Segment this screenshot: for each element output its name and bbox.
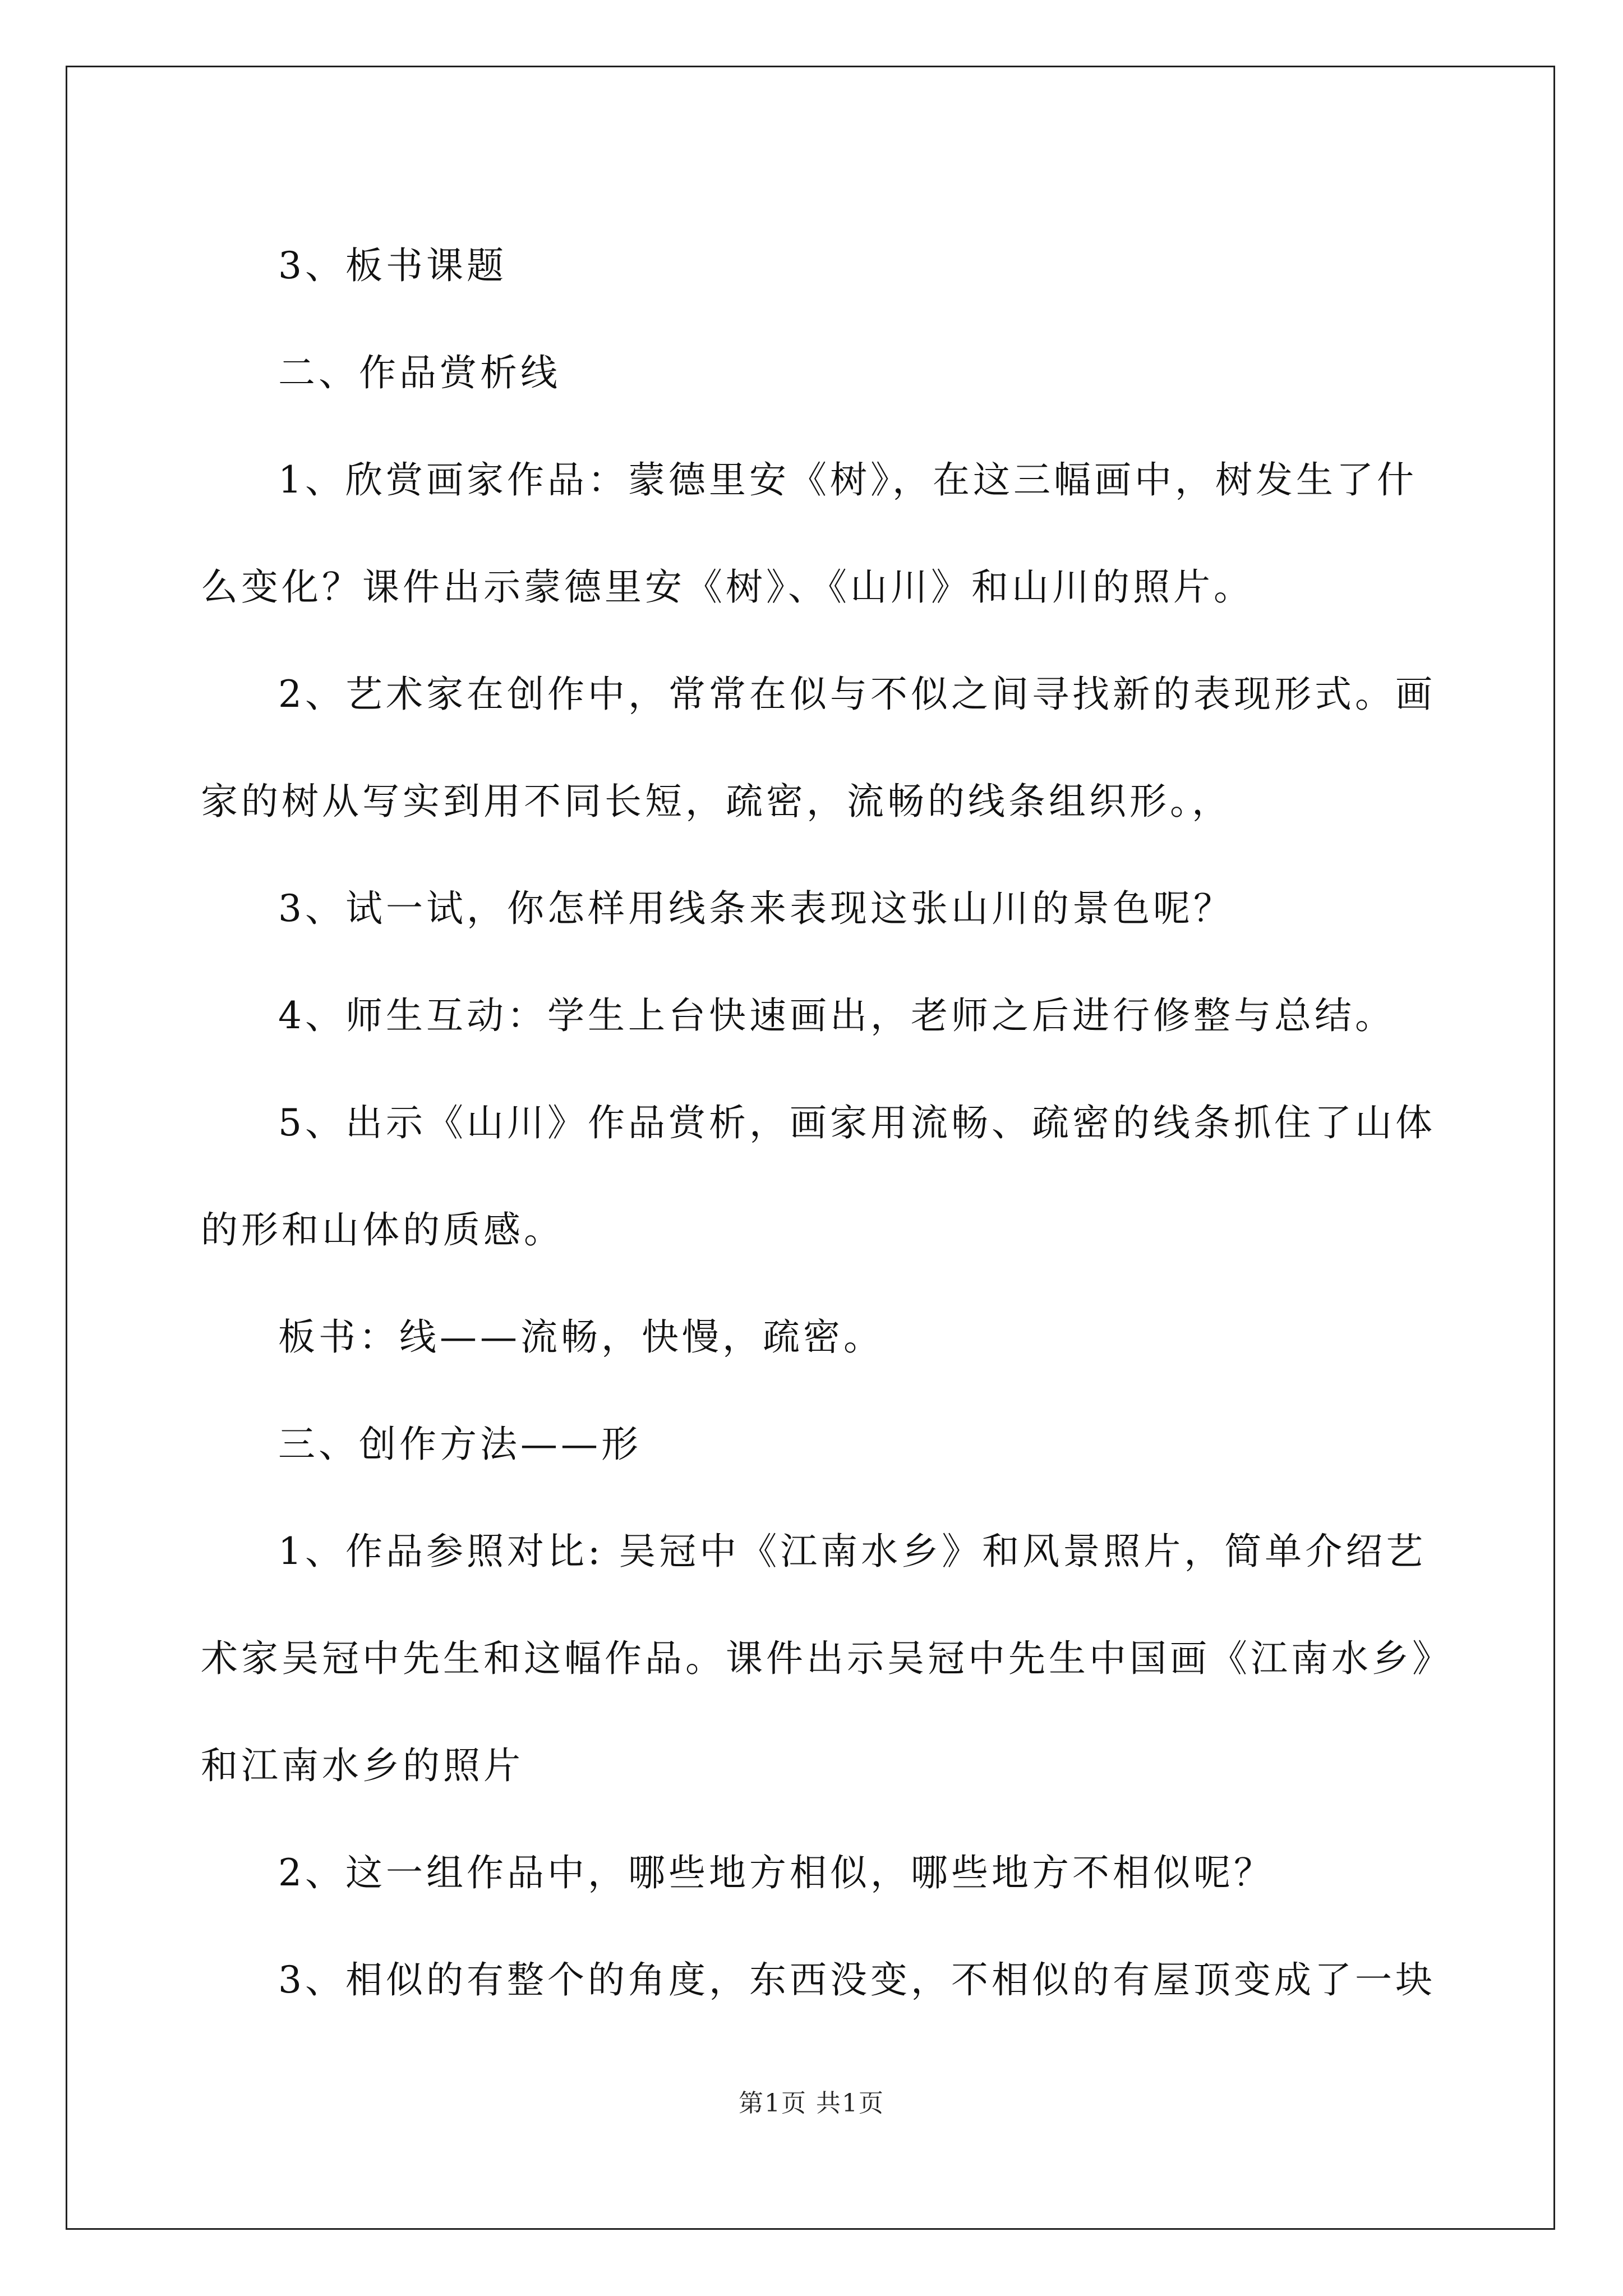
line-08: 4、师生互动：学生上台快速画出，老师之后进行修整与总结。 [278,994,1395,1037]
line-04: 么变化？课件出示蒙德里安《树》、《山川》和山川的照片。 [201,565,1254,609]
line-03: 1、欣赏画家作品：蒙德里安《树》，在这三幅画中，树发生了什 [278,458,1417,501]
line-07: 3、试一试，你怎样用线条来表现这张山川的景色呢？ [278,887,1234,930]
line-02: 二、作品赏析线 [278,351,561,394]
line-13: 1、作品参照对比: 吴冠中《江南水乡》和风景照片，简单介绍艺 [278,1530,1427,1573]
line-10: 的形和山体的质感。 [201,1208,564,1251]
line-12: 三、创作方法——形 [278,1423,642,1466]
line-06: 家的树从写实到用不同长短，疏密，流畅的线条组织形。， [201,780,1232,823]
line-14: 术家吴冠中先生和这幅作品。课件出示吴冠中先生中国画《江南水乡》 [201,1637,1453,1680]
line-15: 和江南水乡的照片 [201,1744,524,1787]
line-05: 2、艺术家在创作中，常常在似与不似之间寻找新的表现形式。画 [278,673,1436,716]
line-11: 板书：线——流畅，快慢，疏密。 [278,1315,884,1359]
document-body [201,212,1453,2033]
page-number: 第1页 共1页 [739,2089,884,2118]
line-17: 3、相似的有整个的角度，东西没变，不相似的有屋顶变成了一块 [278,1958,1436,2001]
page-footer [0,2087,1623,2120]
line-16: 2、这一组作品中，哪些地方相似，哪些地方不相似呢？ [278,1851,1274,1894]
line-01: 3、板书课题 [278,244,507,287]
line-09: 5、出示《山川》作品赏析，画家用流畅、疏密的线条抓住了山体 [278,1101,1436,1144]
